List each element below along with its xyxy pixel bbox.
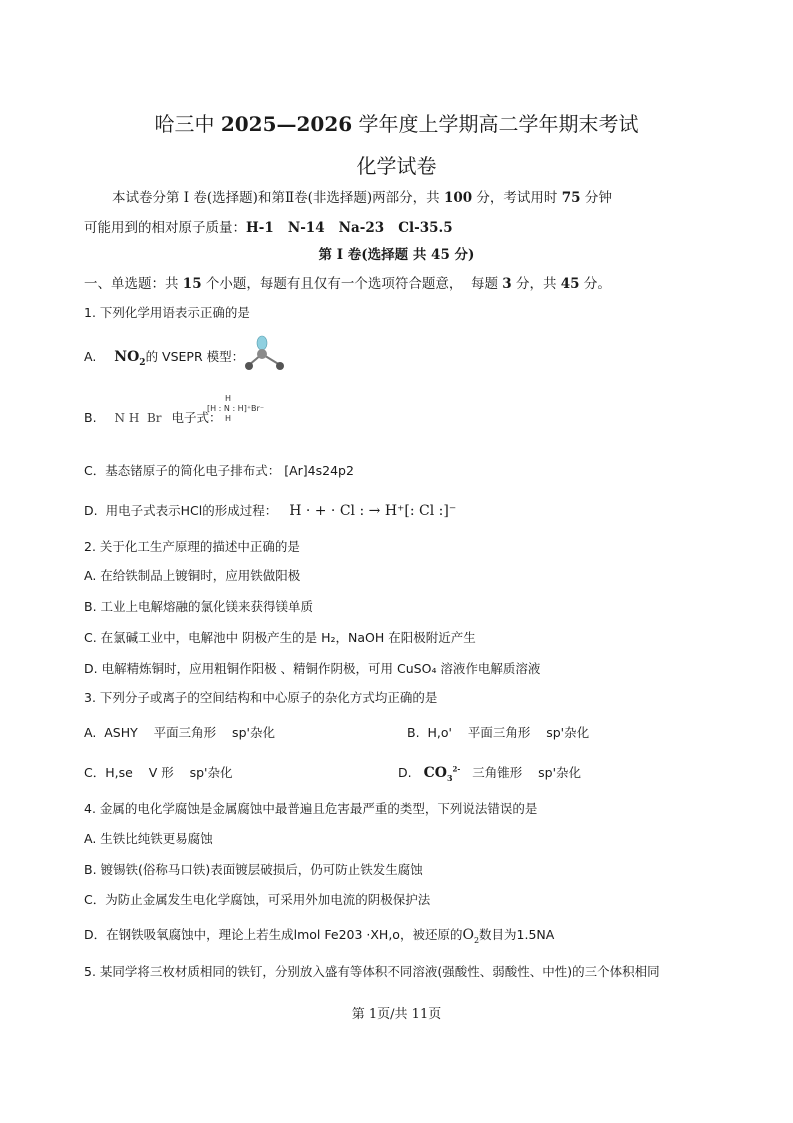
q1-a-formula-main: NO: [114, 349, 140, 365]
q1-b-text: 电子式：: [171, 410, 222, 425]
lone-pair-lobe: [257, 336, 267, 350]
q1-d-formula: H · + · Cl : → H⁺[: Cl :]⁻: [289, 503, 457, 519]
ammonium-bromide-electron-formula: [207, 394, 264, 424]
title-years: 2025—2026: [220, 112, 353, 136]
q4-option-a: A. 生铁比纯铁更易腐蚀: [84, 831, 213, 846]
atomic-mass-label: 可能用到的相对原子质量：: [84, 220, 246, 236]
q3-option-d: [398, 763, 581, 783]
q4-d-text-a: D．在钢铁吸氧腐蚀中，理论上若生成lmol Fe203 ·XH,o，被还原的: [84, 927, 463, 942]
vsepr-model-icon: [240, 334, 288, 374]
diagram-h-bottom: H: [225, 414, 232, 423]
q1-d-label: D.: [84, 503, 98, 518]
section-heading: 第 Ⅰ 卷(选择题 共 45 分): [318, 247, 475, 263]
q1-b-formula: N H Br: [114, 411, 162, 425]
q3-d-text: 三角锥形 sp'杂化: [472, 765, 582, 780]
title-prefix: 哈三中: [154, 112, 221, 136]
q2-option-d: D. 电解精炼铜时，应用粗铜作阳极 、精铜作阴极，可用 CuSO₄ 溶液作电解质溶液: [84, 661, 541, 676]
q1-a-formula-sub: 2: [139, 357, 146, 368]
exam-title: [0, 108, 793, 137]
q2-option-b: B. 工业上电解熔融的氯化镁来获得镁单质: [84, 599, 314, 614]
section1-heading: [84, 272, 611, 292]
page-footer: 第 1页/共 11页: [351, 1007, 442, 1022]
q1-a-label: A.: [84, 349, 97, 364]
q3-d-label: D.: [398, 765, 412, 780]
q4-option-d: [84, 925, 554, 945]
q2-option-a: A. 在给铁制品上镀铜时，应用铁做阳极: [84, 568, 301, 583]
q2-stem: 2. 关于化工生产原理的描述中正确的是: [84, 539, 300, 554]
intro-time: 75: [561, 190, 581, 206]
intro-line-2: [84, 216, 453, 236]
s1-text-c: 分，共: [511, 276, 561, 292]
outer-atom-left: [245, 362, 253, 370]
q1-option-c: C．基态锗原子的简化电子排布式： [Ar]4s24p2: [84, 463, 354, 478]
q3-option-c: C．H,se V 形 sp'杂化: [84, 765, 233, 780]
intro-text-c: 分钟: [580, 190, 612, 206]
q1-stem: 1. 下列化学用语表示正确的是: [84, 305, 250, 320]
exam-subtitle: 化学试卷: [356, 154, 437, 178]
q1-b-label: B.: [84, 410, 97, 425]
s1-total: 45: [560, 276, 580, 292]
q4-option-c: C．为防止金属发生电化学腐蚀，可采用外加电流的阴极保护法: [84, 892, 431, 907]
intro-text-a: 本试卷分第 Ⅰ 卷(选择题)和第Ⅱ卷(非选择题)两部分，共: [112, 190, 444, 206]
q4-d-formula-main: O: [462, 927, 474, 943]
q3-option-a: A. ASHY 平面三角形 sp'杂化: [84, 725, 275, 740]
outer-atom-right: [276, 362, 284, 370]
q1-option-b: [84, 408, 222, 426]
s1-text-a: 一、单选题：共: [84, 276, 183, 292]
q4-d-formula: [462, 927, 479, 943]
q3-d-formula-sup: 2-: [452, 764, 461, 774]
central-atom: [257, 349, 267, 359]
s1-text-b: 个小题，每题有且仅有一个选项符合题意， 每题: [201, 276, 503, 292]
intro-line-1: [112, 186, 612, 206]
diagram-middle: [H : N : H]⁺Br⁻: [207, 404, 265, 413]
q4-option-b: B. 镀锡铁(俗称马口铁)表面镀层破损后，仍可防止铁发生腐蚀: [84, 862, 423, 877]
title-suffix: 学年度上学期高二学年期末考试: [352, 112, 639, 136]
q1-option-a: [84, 347, 244, 368]
q3-option-b: B. H,o' 平面三角形 sp'杂化: [407, 725, 590, 740]
intro-text-b: 分，考试用时: [472, 190, 562, 206]
q1-option-d: [84, 501, 456, 519]
q3-d-formula: [424, 765, 461, 781]
q3-d-formula-main: CO: [423, 765, 447, 781]
q4-d-formula-sub: 2: [473, 935, 480, 945]
q5-stem: 5. 某同学将三枚材质相同的铁钉，分别放入盛有等体积不同溶液(强酸性、弱酸性、中性)的三个体积相同: [84, 964, 660, 979]
q4-stem: 4. 金属的电化学腐蚀是金属腐蚀中最普遍且危害最严重的类型，下列说法错误的是: [84, 801, 538, 816]
q4-d-text-b: 数目为1.5NA: [479, 927, 555, 942]
atomic-mass-values: H-1 N-14 Na-23 Cl-35.5: [246, 220, 453, 236]
s1-text-d: 分。: [579, 276, 611, 292]
q1-a-text: 的 VSEPR 模型：: [145, 349, 245, 364]
q3-stem: 3. 下列分子或离子的空间结构和中心原子的杂化方式均正确的是: [84, 690, 438, 705]
q1-a-formula: [114, 349, 146, 368]
intro-score: 100: [443, 190, 473, 206]
q1-d-text: 用电子式表示HCl的形成过程：: [105, 503, 278, 518]
q2-option-c: C. 在氯碱工业中，电解池中 阴极产生的是 H₂，NaOH 在阳极附近产生: [84, 630, 476, 645]
diagram-h-top: H: [225, 394, 232, 403]
s1-count: 15: [182, 276, 202, 292]
q3-d-formula-sub: 3: [446, 772, 453, 783]
s1-each: 3: [502, 276, 512, 292]
